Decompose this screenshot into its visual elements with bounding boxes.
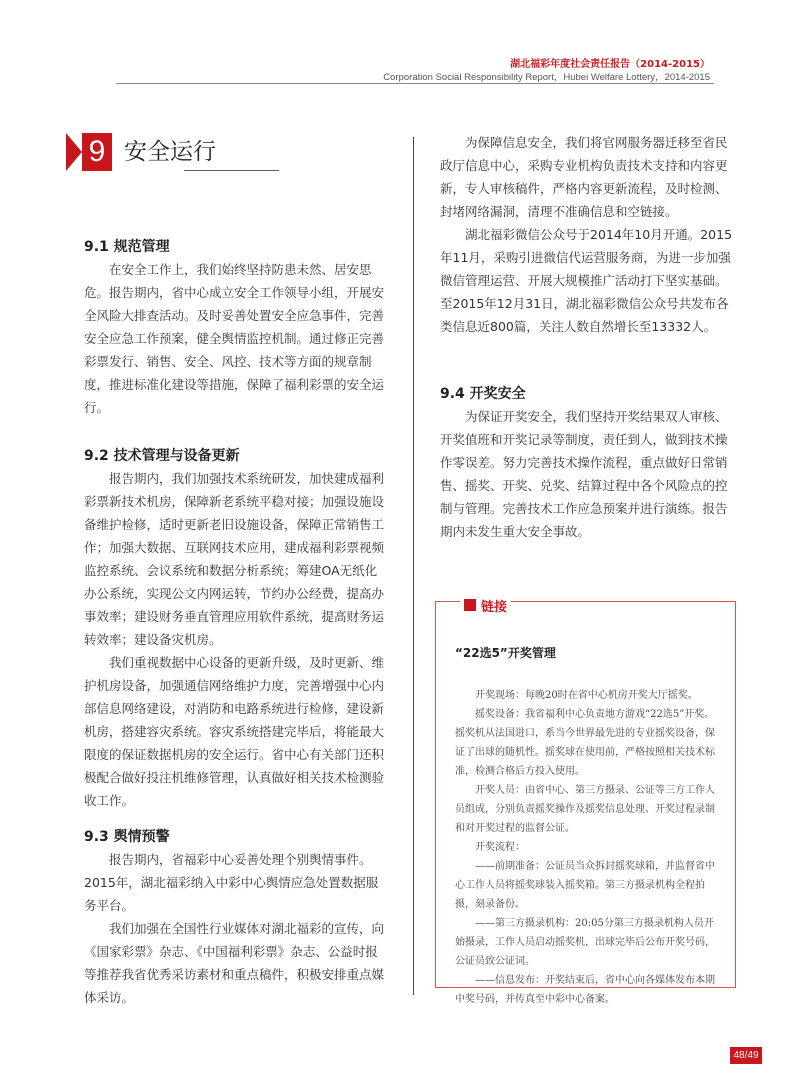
- paragraph: 开奖现场：每晚20时在省中心机房开奖大厅摇奖。: [475, 690, 698, 701]
- square-icon: [464, 599, 476, 611]
- section-9-4-heading: 9.4 开奖安全: [440, 386, 526, 402]
- header-subtitle: Corporation Social Responsibility Report，Hubei Welfare Lottery，2014-2015: [383, 72, 710, 83]
- chapter-underline: [184, 170, 279, 171]
- section-9-2-body: [84, 467, 386, 812]
- section-9-1-heading: 9.1 规范管理: [84, 239, 170, 255]
- paragraph: ——信息发布：开奖结束后，省中心向各媒体发布本期中奖号码，并传真至中彩中心备案。: [455, 975, 715, 1005]
- column-divider: [413, 137, 414, 995]
- paragraph: 摇奖设备：我省福利中心负责地方游戏“22选5”开奖。摇奖机从法国进口，系当今世界最先进的专业摇奖设备，保证了出球的随机性。摇奖球在使用前，严格按照相关技术标准，检测合格后方投入使用。: [455, 709, 715, 777]
- paragraph: ——第三方摄录机构：20:05分第三方摄录机构人员开始摄录，工作人员启动摇奖机，出球完毕后公布开奖号码，公证员致公证词。: [455, 918, 715, 967]
- right-top-body: [440, 131, 736, 338]
- paragraph: 为保证开奖安全，我们坚持开奖结果双人审核、开奖值班和开奖记录等制度，责任到人，做到技术操作零误差。努力完善技术操作流程，重点做好日常销售、摇奖、开奖、兑奖、结算过程中各个风险点的控制与管理。完善技术工作应急预案并进行演练。报告期内未发生重大安全事故。: [440, 409, 728, 539]
- link-label: 链接: [481, 599, 508, 615]
- paragraph: ——前期准备：公证员当众拆封摇奖球箱，并监督省中心工作人员将摇奖球装入摇奖箱。第三方摄录机构全程拍摄，刻录备份。: [455, 861, 715, 910]
- chapter-marker-triangle: [66, 133, 82, 171]
- section-9-3-heading: 9.3 舆情预警: [84, 829, 170, 845]
- paragraph: 报告期内，我们加强技术系统研发，加快建成福利彩票新技术机房，保障新老系统平稳对接；加强设施设备维护检修，适时更新老旧设施设备，保障正常销售工作；加强大数据、互联网技术应用，建成福利彩票视频监控系统、会议系统和数据分析系统；筹建OA无纸化办公系统，实现公文内网运转，节约办公经费，提高办事效率；建设财务垂直管理应用软件系统，提高财务运转效率；建设备灾机房。: [84, 471, 385, 647]
- paragraph: 为保障信息安全，我们将官网服务器迁移至省民政厅信息中心，采购专业机构负责技术支持和内容更新，专人审核稿件，严格内容更新流程，及时检测、封堵网络漏洞，清理不准确信息和空链接。: [440, 135, 728, 219]
- paragraph: 开奖流程：: [475, 842, 525, 853]
- chapter-number: 9: [82, 133, 112, 171]
- paragraph: 我们重视数据中心设备的更新升级，及时更新、维护机房设备，加强通信网络维护力度，完善增强中心内部信息网络建设，对消防和电路系统进行检修，建设新机房，搭建容灾系统。容灾系统搭建完毕后，将能最大限度的保证数据机房的安全运行。省中心有关部门还积极配合做好投注机维修管理，认真做好相关技术检测验收工作。: [84, 655, 385, 808]
- paragraph: 我们加强在全国性行业媒体对湖北福彩的宣传，向《国家彩票》杂志、《中国福利彩票》杂志、公益时报等推荐我省优秀采访素材和重点稿件，积极安排重点媒体采访。: [84, 921, 385, 1005]
- link-body: [455, 686, 721, 1009]
- paragraph: 开奖人员：由省中心、第三方摄录、公证等三方工作人员组成，分别负责摇奖操作及摇奖信息处理、开奖过程录制和对开奖过程的监督公证。: [455, 785, 715, 834]
- section-9-2-heading: 9.2 技术管理与设备更新: [84, 448, 240, 464]
- header-title: 湖北福彩年度社会责任报告（2014-2015）: [510, 59, 710, 70]
- section-9-4-body: [440, 405, 736, 543]
- header-rule: [116, 83, 714, 84]
- link-heading: “22选5”开奖管理: [455, 646, 556, 660]
- page-number: 48/49: [730, 1047, 762, 1064]
- paragraph: 湖北福彩微信公众号于2014年10月开通。2015年11月，采购引进微信代运营服务商，为进一步加强微信管理运营、开展大规模推广活动打下坚实基础。至2015年12月31日，湖北福彩微信公众号共发布各类信息近800篇，关注人数自然增长至13332人。: [440, 227, 733, 334]
- section-9-3-body: [84, 848, 386, 1009]
- chapter-title: 安全运行: [124, 139, 216, 165]
- paragraph: 报告期内，省福彩中心妥善处理个别舆情事件。2015年，湖北福彩纳入中彩中心舆情应急处置数据服务平台。: [84, 852, 379, 913]
- paragraph: 在安全工作上，我们始终坚持防患未然、居安思危。报告期内，省中心成立安全工作领导小组，开展安全风险大排查活动。及时妥善处置安全应急事件，完善安全应急工作预案，健全舆情监控机制。通过修正完善彩票发行、销售、安全、风控、技术等方面的规章制度，推进标准化建设等措施，保障了福利彩票的安全运行。: [84, 262, 385, 415]
- section-9-1-body: [84, 258, 386, 419]
- link-tag: [460, 595, 511, 615]
